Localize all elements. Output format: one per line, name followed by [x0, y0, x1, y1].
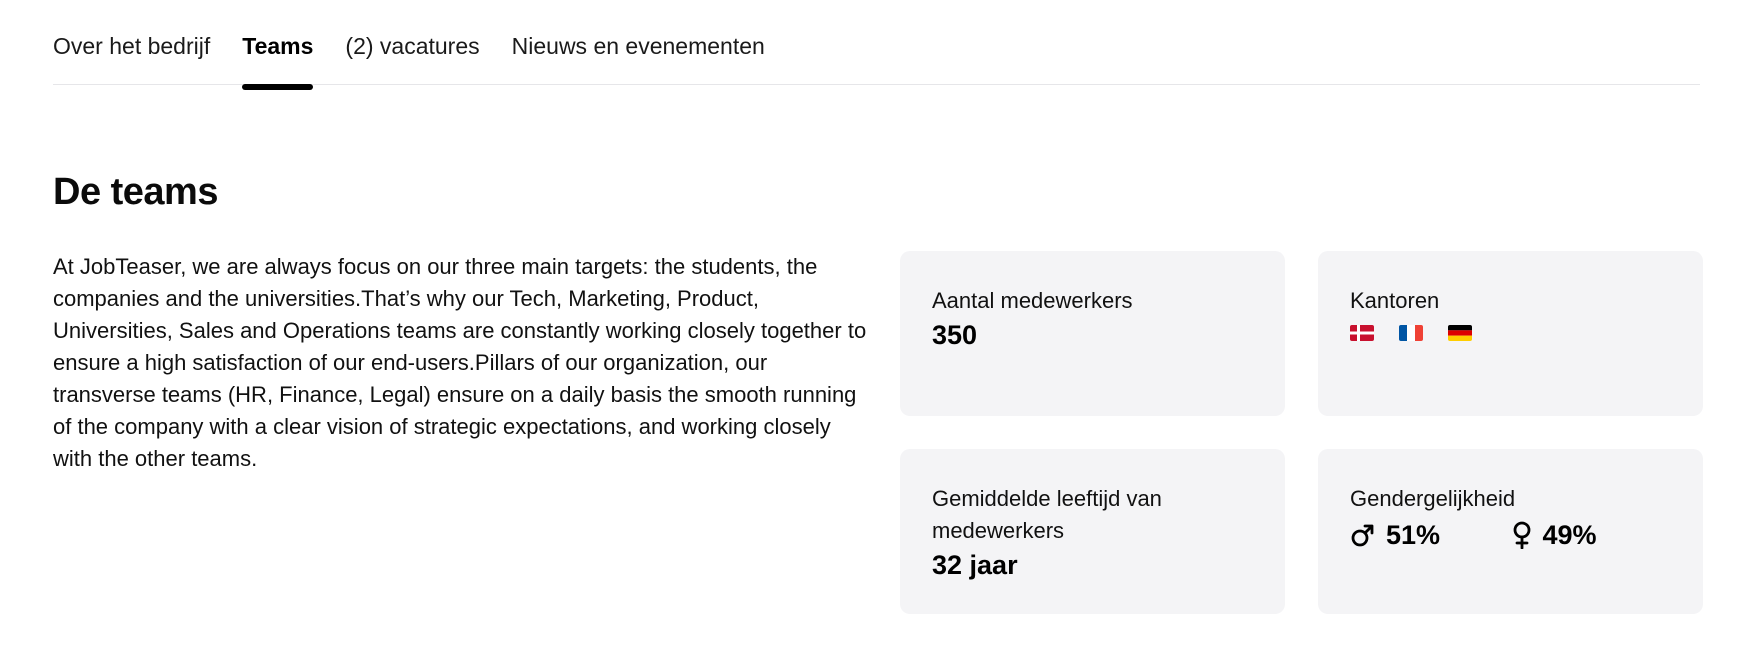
employees-value: 350 — [932, 320, 978, 350]
company-tabs — [53, 0, 1700, 85]
tab-nieuws-en-evenementen[interactable]: Nieuws en evenementen — [511, 33, 765, 59]
average-age-value: 32 jaar — [932, 550, 1018, 580]
average-age-card — [900, 449, 1285, 614]
female-percentage: 49% — [1542, 520, 1597, 550]
teams-description: At JobTeaser, we are always focus on our three main targets: the students, the companies and the universities.That’s why our Tech, Marketing, Product, Universities, Sales and Operations teams are constantly working closely together to ensure a high satisfaction of our end-users.Pillars of our organization, our transverse teams (HR, Finance, Legal) ensure on a daily basis the smooth running of the company with a clear vision of strategic expectations, and working closely with the other teams. — [53, 254, 867, 471]
offices-card — [1318, 251, 1703, 416]
gender-female — [1511, 517, 1672, 553]
male-symbol-icon — [1350, 522, 1376, 548]
gender-card — [1318, 449, 1703, 614]
employees-label: Aantal medewerkers — [932, 288, 1133, 313]
offices-label: Kantoren — [1350, 288, 1440, 313]
female-symbol-icon — [1511, 521, 1533, 549]
tab-teams[interactable]: Teams — [242, 0, 313, 84]
gender-label: Gendergelijkheid — [1350, 486, 1516, 511]
france-flag-icon — [1399, 325, 1423, 341]
average-age-label: Gemiddelde leeftijd van medewerkers — [932, 486, 1162, 543]
male-percentage: 51% — [1386, 520, 1441, 550]
tab-vacatures[interactable]: (2) vacatures — [345, 33, 480, 59]
gender-male — [1350, 517, 1511, 553]
office-flags — [1350, 325, 1671, 341]
tab-over-het-bedrijf[interactable]: Over het bedrijf — [53, 33, 211, 59]
germany-flag-icon — [1448, 325, 1472, 341]
page-title: De teams — [53, 171, 218, 213]
denmark-flag-icon — [1350, 325, 1374, 341]
employees-card — [900, 251, 1285, 416]
gender-stats — [1350, 517, 1671, 553]
